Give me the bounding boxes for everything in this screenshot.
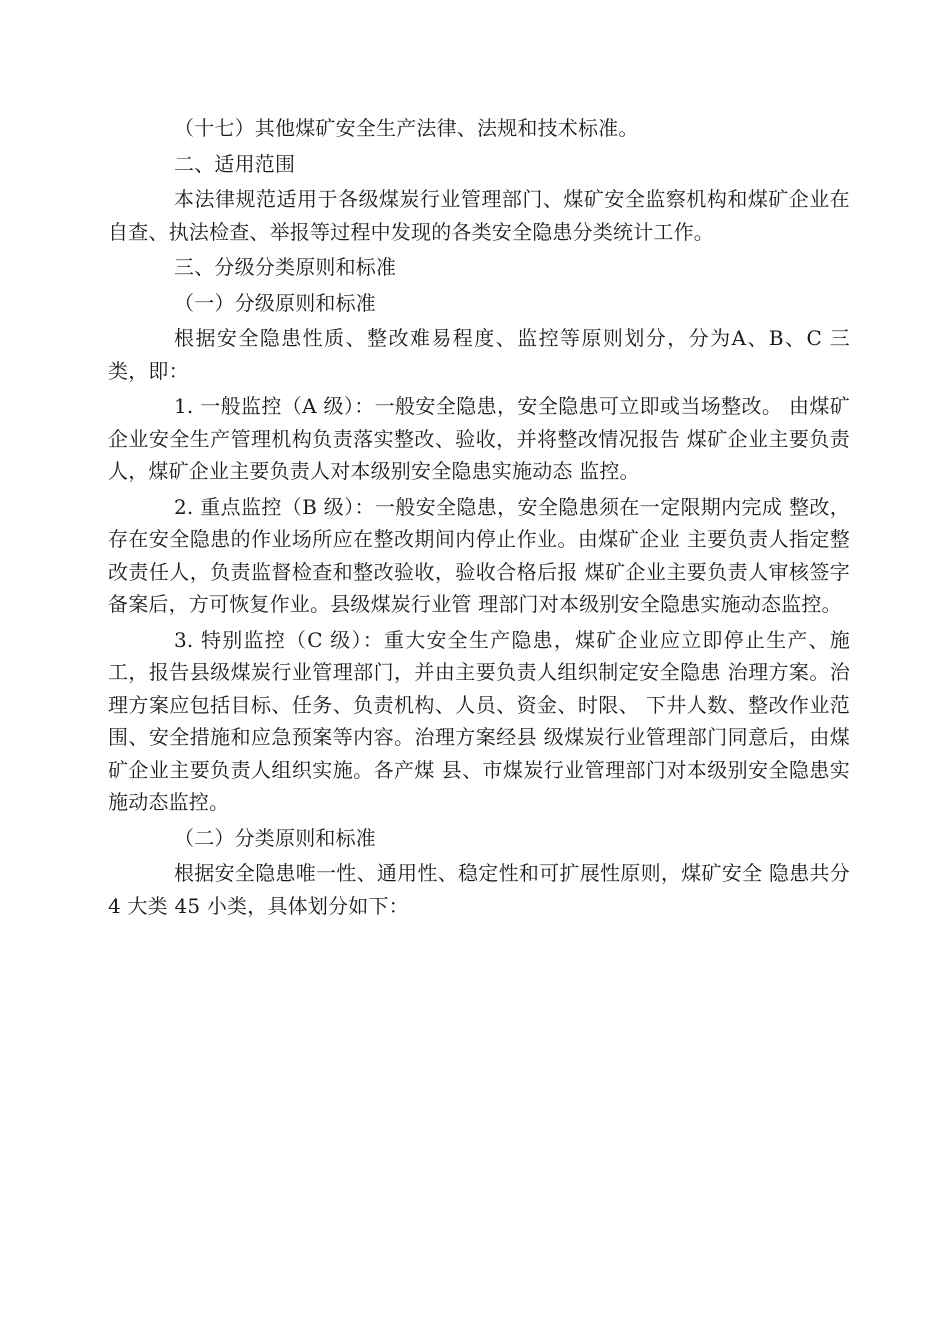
- paragraph-scope: 本法律规范适用于各级煤炭行业管理部门、煤矿安全监察机构和煤矿企业在自查、执法检查、举报等过程中发现的各类安全隐患分类统计工作。: [108, 187, 850, 244]
- paragraph-level-a: 1. 一般监控（A 级）：一般安全隐患，安全隐患可立即或当场整改。 由煤矿企业安全生产管理机构负责落实整改、验收，并将整改情况报告 煤矿企业主要负责人，煤矿企业主要负责人对本级别安全隐患实施动态 监控。: [108, 394, 850, 483]
- document-body: [108, 112, 850, 922]
- subsection-heading-classification: （二）分类原则和标准: [174, 825, 376, 850]
- section-heading-principles: 三、分级分类原则和标准: [174, 255, 397, 279]
- subsection-heading-grading: （一）分级原则和标准: [174, 290, 376, 315]
- paragraph-grading-intro: 根据安全隐患性质、整改难易程度、监控等原则划分，分为A、B、C 三类，即：: [108, 326, 850, 383]
- section-heading-scope: 二、适用范围: [174, 151, 296, 176]
- paragraph-classification-intro: 根据安全隐患唯一性、通用性、稳定性和可扩展性原则，煤矿安全 隐患共分 4 大类 45 小类，具体划分如下：: [108, 861, 850, 918]
- paragraph-item-17: （十七）其他煤矿安全生产法律、法规和技术标准。: [174, 116, 639, 140]
- paragraph-level-b: 2. 重点监控（B 级）：一般安全隐患，安全隐患须在一定限期内完成 整改，存在安全隐患的作业场所应在整改期间内停止作业。由煤矿企业 主要负责人指定整改责任人，负责监督检查和整改验收，验收合格后报 煤矿企业主要负责人审核签字备案后，方可恢复作业。县级煤炭行业管 理部门对本级别安全隐患实施动态监控。: [108, 494, 850, 616]
- paragraph-level-c: 3. 特别监控（C 级）：重大安全生产隐患，煤矿企业应立即停止生产、施工，报告县级煤炭行业管理部门，并由主要负责人组织制定安全隐患 治理方案。治理方案应包括目标、任务、负责机构、人员、资金、时限、 下井人数、整改作业范围、安全措施和应急预案等内容。治理方案经县 级煤炭行业管理部门同意后，由煤矿企业主要负责人组织实施。各产煤 县、市煤炭行业管理部门对本级别安全隐患实施动态监控。: [108, 627, 850, 814]
